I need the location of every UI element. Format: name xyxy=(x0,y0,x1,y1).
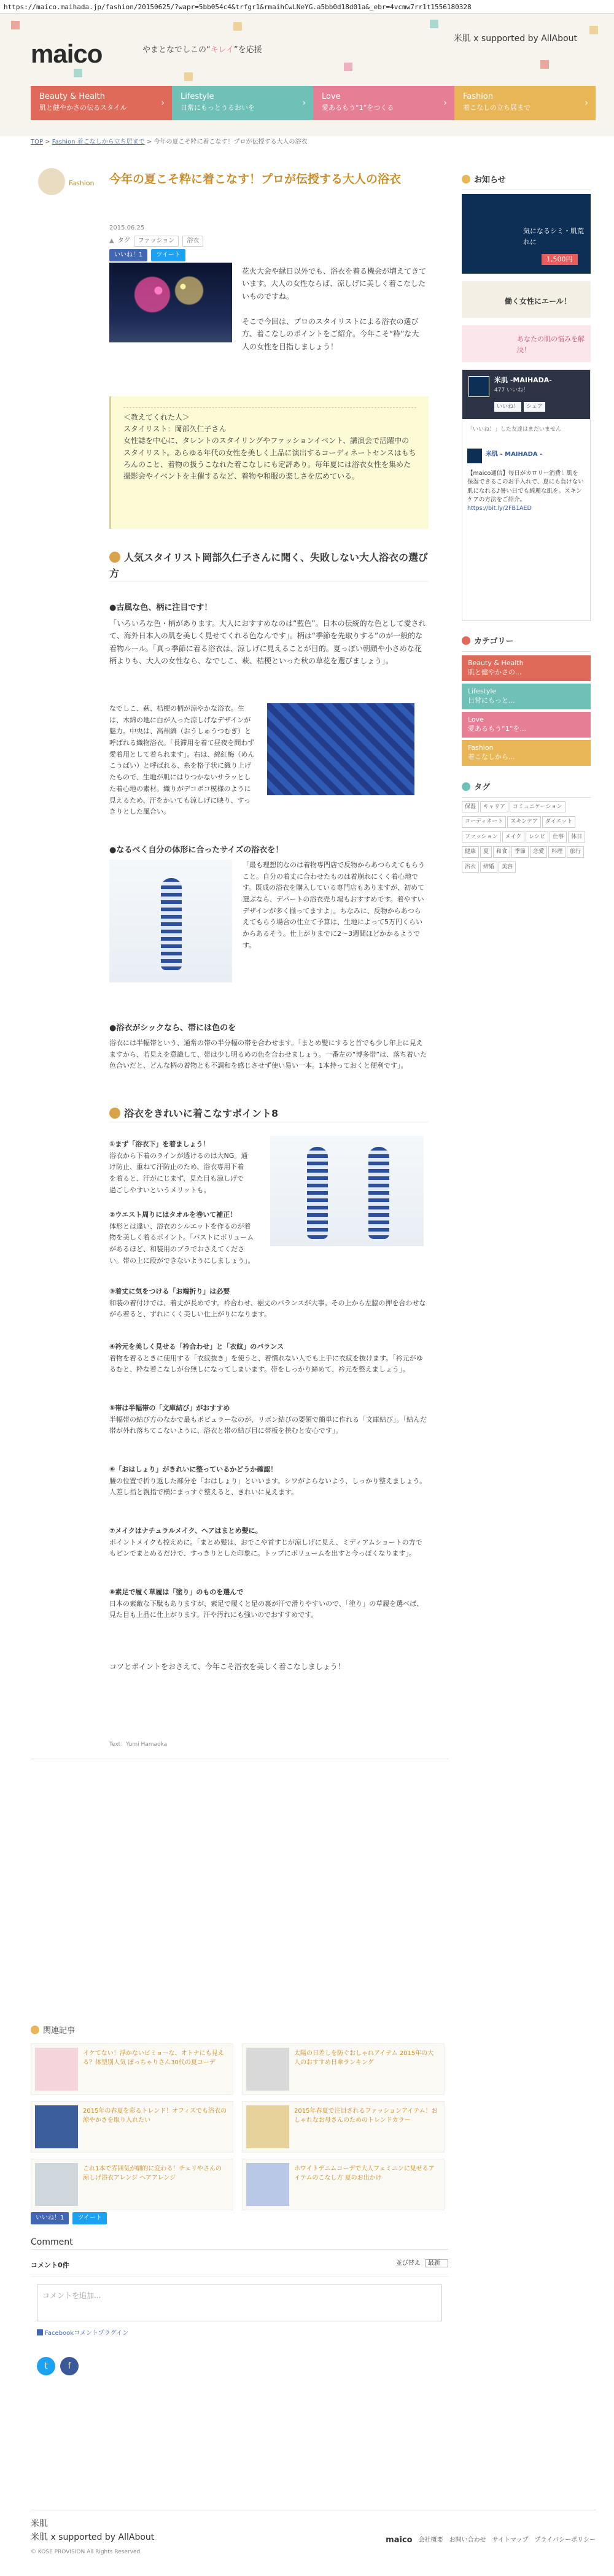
related-article-card[interactable] xyxy=(242,2101,445,2153)
category-nav xyxy=(31,86,596,120)
ad-text: あなたの肌の悩みを解決！ xyxy=(517,335,585,354)
tag-link[interactable]: メイク xyxy=(502,831,525,843)
subsection-heading: ●浴衣がシックなら、帯には色のを xyxy=(109,1024,236,1033)
confetti-decoration xyxy=(430,20,438,28)
tag-link[interactable]: 浴衣 xyxy=(462,862,479,873)
tag-link[interactable]: ファッション xyxy=(134,236,179,247)
yukata-back-front-image xyxy=(270,1136,424,1246)
related-article-card[interactable] xyxy=(31,2043,233,2095)
footer-brand[interactable]: 米肌 xyxy=(31,2519,48,2529)
ad-banner-working-women[interactable] xyxy=(462,281,591,318)
footer-link[interactable]: 会社概要 xyxy=(418,2537,443,2544)
category-badge-icon xyxy=(38,168,65,195)
tab-lifestyle[interactable]: Lifestyle 日常にもっとうるおいを › xyxy=(172,86,313,120)
related-title: 2015年の春夏を彩るトレンド！オフィスでも浴衣の涼やかさを取り入れたい xyxy=(83,2108,227,2124)
related-icon xyxy=(31,2026,39,2034)
breadcrumb-category[interactable]: Fashion 着こなしから立ち居まで xyxy=(52,139,145,145)
fb-friends-note: 「いいね！」した友達はまだいません xyxy=(467,426,562,433)
heading-bullet-icon xyxy=(109,1108,120,1119)
facebook-icon[interactable]: f xyxy=(60,2357,79,2375)
confetti-decoration xyxy=(540,60,549,69)
tag-link[interactable]: 健康 xyxy=(462,846,479,857)
copyright: © KOSE PROVISION All Rights Reserved. xyxy=(31,2549,142,2555)
tag-link[interactable]: 恋愛 xyxy=(530,846,547,857)
category-icon xyxy=(462,636,470,645)
closing-paragraph: コツとポイントをおさえて、今年こそ浴衣を美しく着こなしましょう！ xyxy=(109,1662,345,1671)
yukata-model-image xyxy=(109,860,232,982)
tag-link[interactable]: 休日 xyxy=(568,831,585,843)
chevron-right-icon: › xyxy=(161,98,165,108)
tag-cloud xyxy=(462,800,591,875)
fb-page-title[interactable]: 米肌 -MAIHADA- xyxy=(494,376,552,384)
facebook-like-button[interactable]: いいね！1 xyxy=(31,2212,69,2224)
model-figure xyxy=(161,878,182,970)
article-date: 2015.06.25 xyxy=(109,225,145,231)
point-item: ①まず「浴衣下」を着ましょう！ 浴衣から下着のラインが透けるのは大NG。通け防止、重ねて汗防止のため、浴衣専用下着を着ると、汗がにじまず、見た目も涼しげで過ごしやすいというメリットも。 xyxy=(109,1140,248,1194)
ad-banner-skin[interactable] xyxy=(462,325,591,362)
facebook-like-button[interactable]: いいね！1 xyxy=(109,249,147,261)
tag-link[interactable]: ダイエット xyxy=(542,816,575,827)
expert-profile-box xyxy=(109,396,429,529)
related-article-card[interactable] xyxy=(31,2101,233,2153)
intro-paragraph: 花火大会や縁日以外でも、浴衣を着る機会が増えてきています。大人の女性ならば、涼しげに美しく着こなしたいものですね。 xyxy=(242,267,427,301)
comment-count: コメント0件 xyxy=(31,2261,69,2269)
breadcrumb-home[interactable]: TOP xyxy=(31,139,44,145)
related-title: ホワイトデニムコーデで大人フェミニンに見せるアイテムのこなし方 夏のお出かけ xyxy=(294,2165,435,2181)
tag-link[interactable]: 保湿 xyxy=(462,801,479,812)
point-item: ⑧素足で履く草履は「塗り」のものを選んで 日本の素敵な下駄もありますが、素足で履くと足の裏が汗で滑りやすいので、「塗り」の草履を選べば、見た目も上品に仕上がります。汗や汚れにも強いのでおすすめです。 xyxy=(109,1588,424,1619)
related-title: 2015年春夏で注目されるファッションアイテム！おしゃれなお母さんのためのトレンドカラー xyxy=(294,2108,438,2124)
tag-link[interactable]: スキンケア xyxy=(507,816,541,827)
tag-link[interactable]: コミュニケーション xyxy=(510,801,565,812)
expert-box-heading: ＜教えてくれた人＞ xyxy=(123,413,190,422)
comments-heading: Comment xyxy=(31,2235,448,2250)
section-heading: 浴衣をきれいに着こなすポイント8 xyxy=(109,1106,429,1122)
footer-link[interactable]: サイトマップ xyxy=(492,2537,529,2544)
article-title: 今年の夏こそ粋に着こなす！プロが伝授する大人の浴衣 xyxy=(109,172,402,186)
post-avatar xyxy=(467,449,482,463)
related-article-card[interactable] xyxy=(242,2159,445,2210)
breadcrumb: TOP > Fashion 着こなしから立ち居まで > 今年の夏こそ粋に着こなす！プロが伝授する大人の浴衣 xyxy=(31,139,308,145)
site-footer xyxy=(31,2510,596,2576)
site-logo[interactable]: maico xyxy=(31,39,103,68)
chevron-right-icon: › xyxy=(585,98,588,108)
site-tagline: やまとなでしこの“キレイ”を応援 xyxy=(142,45,262,55)
news-icon xyxy=(462,175,470,183)
facebook-cover xyxy=(462,370,590,419)
yukata-fabric-image xyxy=(267,703,414,795)
subsection-heading: ●古風な色、柄に注目です！ xyxy=(109,603,212,612)
tag-link[interactable]: 結婚 xyxy=(480,862,497,873)
related-heading: 関連記事 xyxy=(31,2025,75,2038)
related-title: 太陽の日差しを防ぐおしゃれアイテム 2015年の大人のおすすめ日傘ランキング xyxy=(294,2050,434,2066)
chevron-right-icon: › xyxy=(302,98,306,108)
section-heading: 人気スタイリスト岡部久仁子さんに聞く、失敗しない大人浴衣の選び方 xyxy=(109,550,429,582)
model-figure xyxy=(368,1147,389,1239)
footer-logo[interactable]: maico xyxy=(386,2536,413,2545)
tag-link[interactable]: 料理 xyxy=(548,846,565,857)
confetti-decoration xyxy=(589,26,598,34)
fb-post-body: 【maico通信】毎日がカロリー消費！肌を保湿できるこのお手入れで、夏にも負けない肌になれる♪暑い日でも綺麗な肌を。スキンケアの方法をご紹介。 https://bit.ly/2FB1AED xyxy=(467,470,584,512)
tag-link[interactable]: 仕事 xyxy=(550,831,567,843)
sidebar-category-fashion[interactable]: Fashion 着こなしから... xyxy=(462,740,591,766)
tag-link[interactable]: レシピ xyxy=(526,831,548,843)
sidebar-category-love[interactable]: Love 愛あるもう“1”を... xyxy=(462,712,591,738)
site-header xyxy=(0,13,614,136)
tab-love[interactable]: Love 愛あるもう“1”をつくる › xyxy=(313,86,454,120)
sidebar xyxy=(462,151,591,979)
fb-post-link[interactable]: https://bit.ly/2FB1AED xyxy=(467,505,532,512)
tag-link[interactable]: 旅行 xyxy=(567,846,584,857)
point-item: ⑥「おはしょり」がきれいに整っているかどうか確認！ 腰の位置で折り返した部分を「おはしょり」といいます。シワがよらないよう、しっかり整えましょう。人差し指と親指で横にまっすぐ整えると、きれいに見えます。 xyxy=(109,1465,427,1497)
tweet-button[interactable]: ツイート xyxy=(151,249,185,261)
body-paragraph: 「いろいろな色・柄があります。大人におすすめなのは“藍色”。日本の伝統的な色として愛されて、海外日本人の肌を美しく見せてくれる色なんです」。柄は“季節を先取りする”のが一般的な着物ルール。「真っ季節に着る浴衣は、涼しげに見えることが目的。夏っぽい朝顔や小さめな花柄よりも、大人の女性なら、なでしこ、萩、桔梗といった秋の草花を選びましょう」。 xyxy=(109,619,426,666)
point-item: ⑦メイクはナチュラルメイク、ヘアはまとめ髪に。 ポイントメイクも控えめに。「まとめ髪は、おでこや首すじが涼しげに見え、ミディアムショートの方でもピンでまとめるだけで、すっきりとした印象に。トップにボリュームを出すと今っぽくなります」。 xyxy=(109,1527,422,1558)
point-item: ②ウエスト周りにはタオルを巻いて補正！ 体形とは違い、浴衣のシルエットを作るのが着物を美しく着るポイント。「バストにボリュームがあるほど、和装用のブラでおさえてください。帯の上に段ができないようにしましょう」。 xyxy=(109,1211,255,1265)
expert-name: スタイリスト：岡部久仁子さん xyxy=(123,425,227,434)
tag-link[interactable]: 浴衣 xyxy=(182,236,203,247)
sponsor-label[interactable]: 米肌 x supported by AllAbout xyxy=(453,34,577,44)
tag-heading: タグ xyxy=(462,782,591,798)
footer-nav xyxy=(386,2534,596,2547)
tweet-button[interactable]: ツイート xyxy=(72,2212,107,2224)
ad-text: 働く女性にエール！ xyxy=(505,297,571,306)
confetti-decoration xyxy=(11,21,20,29)
tag-link[interactable]: 季節 xyxy=(511,846,529,857)
tab-fashion[interactable]: Fashion 着こなしの立ち居まで › xyxy=(454,86,596,120)
fb-page-like-button[interactable]: いいね！ xyxy=(494,402,521,412)
divider xyxy=(123,407,416,408)
tag-link[interactable]: 和食 xyxy=(493,846,510,857)
tag-icon: ▲ xyxy=(109,237,114,244)
intro-paragraph: そこで今回は、プロのスタイリストによる浴衣の選び方、着こなしのポイントをご紹介。今年こそ“粋”な大人の女性を目指しましょう！ xyxy=(242,317,419,351)
share-buttons-top xyxy=(109,249,185,261)
tag-link[interactable]: 夏 xyxy=(480,846,492,857)
fb-share-button[interactable]: シェア xyxy=(524,402,545,412)
related-article-card[interactable] xyxy=(31,2159,233,2210)
facebook-icon xyxy=(37,2329,43,2335)
fireworks-image xyxy=(109,263,232,342)
news-heading: お知らせ xyxy=(462,174,591,190)
point-item: ⑤帯は半幅帯の「文庫結び」がおすすめ 半幅帯の結び方のなかで最もポピュラーなのが、リボン結びの要領で簡単に作れる「文庫結び」。「結んだ帯が外れ落ちてこないように、浴衣と帯の結び目に帯板を挟むと安心です」。 xyxy=(109,1404,427,1435)
tag-link[interactable]: 美容 xyxy=(499,862,516,873)
confetti-decoration xyxy=(344,63,352,71)
sort-label: 並び替え xyxy=(395,2260,421,2267)
heading-bullet-icon xyxy=(109,552,120,563)
tag-label: タグ xyxy=(117,237,130,244)
tab-beauty-health[interactable]: Beauty & Health 肌と健やかさの伝るスタイル › xyxy=(31,86,172,120)
related-article-card[interactable] xyxy=(242,2043,445,2095)
confetti-decoration xyxy=(184,72,193,81)
address-bar[interactable]: https://maico.maihada.jp/fashion/20150625/?wapr=5bb054c4&trfgr1&rmaihCwLNeYG.a5bb0d18d01a&_ebr=4vcmw7rr1t1556180328 xyxy=(0,0,614,13)
related-title: イケてない！浮かないビミョーな、オトナにも見える？体型別人気 ぽっちゃりさん30代の夏コーデ xyxy=(83,2050,224,2066)
tag-link[interactable]: コーディネート xyxy=(462,816,506,827)
divider xyxy=(31,2276,448,2277)
sort-select[interactable]: 最新 xyxy=(425,2259,448,2267)
share-buttons-bottom xyxy=(31,2212,107,2224)
page-avatar xyxy=(468,376,489,397)
related-thumbnail xyxy=(246,2105,289,2148)
confetti-decoration xyxy=(233,22,242,31)
article-tags xyxy=(109,236,203,247)
ad-price: 1,500円 xyxy=(542,254,578,265)
sidebar-category-lifestyle[interactable]: Lifestyle 日常にもっと... xyxy=(462,684,591,709)
body-paragraph: なでしこ、萩、桔梗の柄が涼やかな浴衣。生は、木綿の地に白が入った涼しげなデザインが魅力。中央は、高州縞（おうしゅうつむぎ）と呼ばれる織物浴衣。「長滞用を着て昼夜を問わず愛着用として着られます」。右は、綿紅梅（めんこうばい）と呼ばれる、糸を格子状に織り上げたもので、生地が肌にはりつかないサラッとした着心地の素材。織りがデコボコ模様のように見えるため、汗をかいても涼しげに映り、すっきりとした風合い。 xyxy=(109,704,255,816)
twitter-icon[interactable]: t xyxy=(37,2357,55,2375)
body-paragraph: 浴衣には半幅帯という、通常の帯の半分幅の帯を合わせます。「まとめ髪にすると首でも少し年上に見えますから、若見えを意識して、帯は少し明るめの色を合わせましょう。一番左の“博多帯”は、落ち着いた色合いだと、どんな柄の着物とも不調和を感じさせず使い易い一本。1本持っておくと便利です」。 xyxy=(109,1039,427,1070)
point-item: ④衿元を美しく見せる「衿合わせ」と「衣紋」のバランス 着物を着るときに使用する「衣紋抜き」を使うと、着慣れない人でも上手に衣紋を抜けます。「衿元がゆるむと、粋な着こなしが台無しになってしまいます。帯をしっかり締めて、衿元を整えましょう」。 xyxy=(109,1343,423,1374)
tag-link[interactable]: ファッション xyxy=(462,831,501,843)
expert-bio: 女性誌を中心に、タレントのスタイリングやファッションイベント、講演会で活躍中のスタイリスト。あらゆる年代の女性を美しく上品に演出するコーディネートセンスはもちろんのこと、着物の扱うこなれた着こなしにも定評あり。毎年夏には浴衣女性を集めた撮影会やイベントを主催するなど、着物や和服の楽しさを広めている。 xyxy=(123,436,416,480)
article-credit: Text：Yumi Hamaoka xyxy=(109,1741,168,1748)
related-thumbnail xyxy=(35,2048,78,2091)
comment-sort xyxy=(396,2259,448,2269)
related-thumbnail xyxy=(35,2163,78,2206)
fb-post-author[interactable]: 米肌 - MAIHADA - xyxy=(486,451,543,458)
related-title: これ1本で雰囲気が劇的に変わる！チェリやさんの涼しげ浴衣アレンジ ヘアアレンジ xyxy=(83,2165,222,2181)
tag-icon xyxy=(462,782,470,791)
footer-brand-sub[interactable]: 米肌 x supported by AllAbout xyxy=(31,2532,155,2542)
related-thumbnail xyxy=(35,2105,78,2148)
chevron-right-icon: › xyxy=(443,98,447,108)
tag-link[interactable]: キャリア xyxy=(480,801,508,812)
facebook-comments-plugin-link[interactable]: Facebookコメントプラグイン xyxy=(37,2329,128,2339)
category-heading: カテゴリー xyxy=(462,636,591,652)
related-thumbnail xyxy=(246,2163,289,2206)
article-main xyxy=(31,151,448,2207)
footer-link[interactable]: プライバシーポリシー xyxy=(534,2537,596,2544)
social-icons xyxy=(37,2357,79,2375)
category-badge-label: Fashion xyxy=(69,179,95,187)
fb-like-count: 477 いいね！ xyxy=(494,387,529,393)
model-figure xyxy=(307,1147,328,1239)
body-paragraph: 「最も理想的なのは着物専門店で反物からあつらえてもらうこと。自分の着丈に合わせたものは着崩れにくく着心地です。既成の浴衣を購入している専門店もありますが、初めて選ぶなら、デパートの浴衣売り場もおすすめです。着やすいデザインが多く揃ってますよ」。ちなみに、反物からあつらえてもらう場合の仕立て予算は、生地によって5万円くらいからあるそう。仕上がりまでに2〜3週間ほどかかるようです。 xyxy=(243,861,425,949)
ad-banner-maihada[interactable] xyxy=(462,194,591,274)
facebook-page-widget xyxy=(462,369,591,621)
breadcrumb-current: 今年の夏こそ粋に着こなす！プロが伝授する大人の浴衣 xyxy=(154,139,308,145)
subsection-heading: ●なるべく自分の体形に合ったサイズの浴衣を！ xyxy=(109,846,284,855)
point-item: ③着丈に気をつける「お端折り」は必要 和装の着付けでは、着丈が長めです。衿合わせ、裾丈のバランスが大事。その上から左脇の押を合わせながら着ると、ずれにくく美しい仕上がりになります。 xyxy=(109,1287,426,1319)
sidebar-category-beauty[interactable]: Beauty & Health 肌と健やかさの... xyxy=(462,655,591,681)
footer-link[interactable]: お問い合わせ xyxy=(449,2537,486,2544)
ad-text: 気になるシミ・肌荒れに xyxy=(523,227,584,246)
comment-input[interactable]: コメントを追加... xyxy=(37,2285,442,2321)
related-thumbnail xyxy=(246,2048,289,2091)
